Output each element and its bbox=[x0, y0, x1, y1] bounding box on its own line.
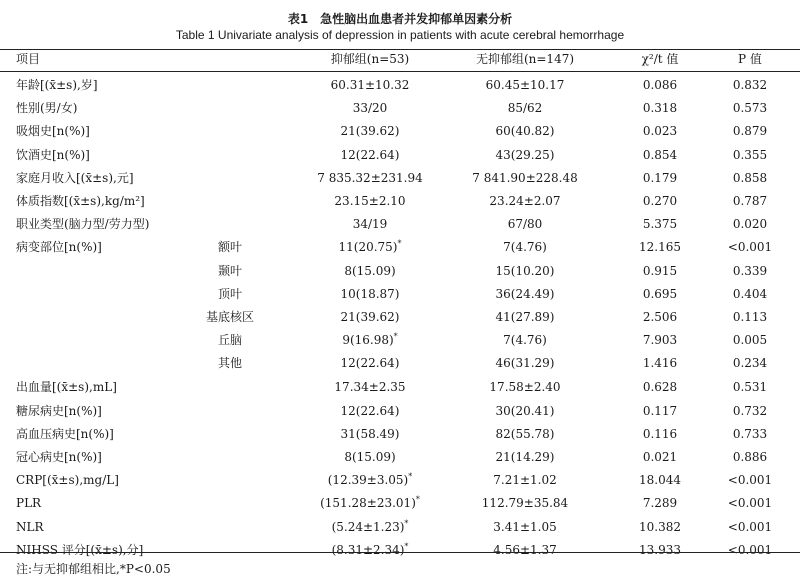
cell-statistic bbox=[610, 333, 710, 348]
table-row bbox=[0, 260, 800, 283]
cell-statistic bbox=[610, 496, 710, 511]
cell-depression-group bbox=[290, 450, 450, 465]
cell-depression-group bbox=[290, 171, 450, 186]
table-row bbox=[0, 144, 800, 167]
cell-depression-group bbox=[290, 333, 450, 348]
bottom-rule bbox=[0, 552, 800, 553]
cell-depression-group-text: 17.34±2.35 bbox=[334, 380, 406, 395]
cell-no-depression-group bbox=[440, 264, 610, 279]
cell-p-value bbox=[705, 520, 795, 535]
cell-subitem-text: 额叶 bbox=[217, 240, 242, 255]
cell-no-depression-group bbox=[440, 101, 610, 116]
cell-statistic bbox=[610, 310, 710, 325]
cell-item bbox=[16, 380, 117, 395]
cell-item-text: NIHSS 评分[(x̄±s),分] bbox=[16, 542, 144, 557]
cell-p-value-text: 0.732 bbox=[732, 403, 768, 418]
cell-statistic bbox=[610, 78, 710, 93]
cell-item bbox=[16, 217, 149, 232]
cell-no-depression-group-text: 41(27.89) bbox=[495, 310, 555, 324]
cell-depression-group-text: 34/19 bbox=[352, 217, 388, 232]
cell-p-value-text: 0.787 bbox=[732, 194, 768, 208]
cell-subitem-text: 顶叶 bbox=[217, 286, 242, 301]
cell-depression-group-text: 60.31±10.32 bbox=[330, 78, 410, 92]
table-row bbox=[0, 446, 800, 469]
header-item: 项目 bbox=[16, 52, 41, 66]
cell-depression-group bbox=[290, 404, 450, 419]
cell-depression-group bbox=[290, 356, 450, 371]
cell-item bbox=[16, 543, 143, 558]
table-header-row bbox=[0, 49, 800, 72]
cell-no-depression-group bbox=[440, 78, 610, 93]
cell-statistic bbox=[610, 171, 710, 186]
cell-statistic-text: 0.023 bbox=[642, 124, 678, 139]
cell-no-depression-group bbox=[440, 194, 610, 209]
cell-item bbox=[16, 101, 77, 116]
cell-p-value bbox=[705, 427, 795, 442]
table-row bbox=[0, 283, 800, 306]
table-row bbox=[0, 400, 800, 423]
cell-statistic-text: 10.382 bbox=[639, 519, 681, 534]
table-row bbox=[0, 376, 800, 399]
cell-item-text: 性别(男/女) bbox=[16, 101, 78, 116]
cell-no-depression-group-text: 23.24±2.07 bbox=[489, 194, 561, 208]
cell-no-depression-group bbox=[440, 148, 610, 163]
cell-depression-group-text: 23.15±2.10 bbox=[334, 194, 406, 208]
cell-no-depression-group-text: 7.21±1.02 bbox=[493, 473, 557, 488]
cell-p-value bbox=[705, 148, 795, 163]
cell-p-value-text: 0.113 bbox=[732, 310, 768, 324]
cell-no-depression-group bbox=[440, 310, 610, 325]
cell-subitem bbox=[200, 287, 260, 302]
cell-subitem-text: 基底核区 bbox=[205, 310, 254, 324]
cell-item-text: 年龄[(x̄±s),岁] bbox=[16, 78, 98, 92]
cell-depression-group-text: 8(15.09) bbox=[344, 450, 396, 464]
cell-statistic-text: 5.375 bbox=[642, 217, 678, 232]
cell-p-value-text: 0.733 bbox=[732, 426, 768, 441]
cell-p-value-text: 0.404 bbox=[732, 286, 768, 301]
cell-no-depression-group-text: 36(24.49) bbox=[495, 286, 555, 301]
significance-mark: * bbox=[415, 495, 420, 505]
cell-item-text: 病变部位[n(%)] bbox=[16, 240, 102, 255]
cell-p-value bbox=[705, 310, 795, 325]
cell-p-value-text: <0.001 bbox=[727, 240, 773, 255]
significance-mark: * bbox=[404, 518, 409, 528]
cell-statistic-text: 0.915 bbox=[642, 263, 678, 278]
header-no-depression-group: 无抑郁组(n=147) bbox=[475, 52, 575, 66]
cell-no-depression-group-text: 17.58±2.40 bbox=[489, 380, 561, 395]
cell-depression-group bbox=[290, 543, 450, 558]
cell-item bbox=[16, 124, 90, 139]
cell-statistic bbox=[610, 473, 710, 488]
cell-depression-group-text: (5.24±1.23) bbox=[331, 519, 405, 534]
header-rule bbox=[0, 71, 800, 72]
cell-depression-group-text: 33/20 bbox=[352, 101, 388, 116]
cell-p-value bbox=[705, 287, 795, 302]
cell-item bbox=[16, 473, 119, 488]
cell-p-value-text: 0.858 bbox=[732, 170, 768, 185]
table-row bbox=[0, 236, 800, 259]
cell-statistic bbox=[610, 356, 710, 371]
cell-p-value bbox=[705, 380, 795, 395]
cell-p-value-text: 0.531 bbox=[732, 380, 768, 395]
cell-no-depression-group-text: 112.79±35.84 bbox=[481, 496, 569, 511]
cell-no-depression-group bbox=[440, 496, 610, 511]
cell-statistic-text: 0.854 bbox=[642, 147, 678, 162]
cell-item bbox=[16, 496, 41, 511]
table-row bbox=[0, 516, 800, 539]
cell-no-depression-group-text: 7(4.76) bbox=[503, 240, 547, 255]
cell-depression-group-text: 11(20.75) bbox=[338, 240, 398, 255]
cell-statistic-text: 2.506 bbox=[642, 310, 678, 324]
cell-subitem bbox=[200, 333, 260, 348]
cell-depression-group-text: 9(16.98) bbox=[342, 333, 394, 348]
cell-statistic bbox=[610, 520, 710, 535]
cell-depression-group bbox=[290, 427, 450, 442]
cell-depression-group bbox=[290, 520, 450, 535]
cell-no-depression-group-text: 85/62 bbox=[507, 101, 543, 116]
cell-p-value-text: <0.001 bbox=[727, 542, 773, 557]
cell-no-depression-group-text: 67/80 bbox=[507, 217, 543, 232]
cell-p-value-text: <0.001 bbox=[727, 473, 773, 488]
cell-statistic-text: 0.695 bbox=[642, 286, 678, 301]
cell-no-depression-group bbox=[440, 124, 610, 139]
table-row bbox=[0, 329, 800, 352]
cell-depression-group bbox=[290, 496, 450, 511]
cell-p-value-text: 0.020 bbox=[732, 217, 768, 232]
cell-p-value bbox=[705, 78, 795, 93]
cell-statistic-text: 0.116 bbox=[642, 426, 678, 441]
table-row bbox=[0, 74, 800, 97]
cell-depression-group-text: 12(22.64) bbox=[340, 147, 400, 162]
cell-item bbox=[16, 240, 102, 255]
cell-no-depression-group bbox=[440, 240, 610, 255]
cell-no-depression-group-text: 4.56±1.37 bbox=[493, 542, 557, 557]
table-title-en: Table 1 Univariate analysis of depression in patients with acute cerebral hemorrhage bbox=[175, 28, 625, 42]
cell-no-depression-group-text: 3.41±1.05 bbox=[493, 519, 557, 534]
table-row bbox=[0, 213, 800, 236]
cell-no-depression-group bbox=[440, 171, 610, 186]
cell-no-depression-group bbox=[440, 287, 610, 302]
cell-item bbox=[16, 520, 44, 535]
cell-item-text: CRP[(x̄±s),mg/L] bbox=[16, 473, 119, 488]
cell-depression-group-text: 21(39.62) bbox=[340, 124, 400, 139]
cell-no-depression-group-text: 82(55.78) bbox=[495, 426, 555, 441]
cell-depression-group bbox=[290, 380, 450, 395]
cell-statistic bbox=[610, 450, 710, 465]
significance-mark: * bbox=[408, 472, 413, 482]
cell-no-depression-group-text: 7(4.76) bbox=[503, 333, 547, 348]
cell-item bbox=[16, 450, 102, 465]
cell-statistic bbox=[610, 217, 710, 232]
cell-subitem bbox=[200, 240, 260, 255]
cell-depression-group bbox=[290, 124, 450, 139]
cell-depression-group-text: 21(39.62) bbox=[340, 310, 400, 324]
cell-depression-group bbox=[290, 310, 450, 325]
cell-no-depression-group bbox=[440, 333, 610, 348]
cell-no-depression-group bbox=[440, 217, 610, 232]
table-row bbox=[0, 306, 800, 329]
table-footnote: 注:与无抑郁组相比,*P<0.05 bbox=[16, 562, 171, 576]
cell-p-value bbox=[705, 171, 795, 186]
cell-statistic bbox=[610, 124, 710, 139]
cell-item bbox=[16, 78, 98, 93]
cell-item bbox=[16, 194, 145, 209]
cell-depression-group bbox=[290, 264, 450, 279]
table-row bbox=[0, 539, 800, 562]
cell-item-text: 冠心病史[n(%)] bbox=[16, 450, 102, 464]
cell-statistic bbox=[610, 543, 710, 558]
cell-statistic-text: 1.416 bbox=[642, 356, 678, 371]
cell-no-depression-group bbox=[440, 427, 610, 442]
cell-no-depression-group bbox=[440, 450, 610, 465]
cell-p-value bbox=[705, 101, 795, 116]
cell-depression-group-text: 12(22.64) bbox=[340, 356, 400, 371]
significance-mark: * bbox=[404, 541, 409, 551]
cell-statistic-text: 18.044 bbox=[639, 473, 681, 488]
cell-item-text: 家庭月收入[(x̄±s),元] bbox=[16, 170, 134, 185]
cell-item-text: PLR bbox=[16, 496, 42, 511]
cell-depression-group bbox=[290, 194, 450, 209]
cell-statistic-text: 0.086 bbox=[642, 78, 678, 92]
cell-p-value-text: 0.355 bbox=[732, 147, 768, 162]
table-row bbox=[0, 97, 800, 120]
significance-mark: * bbox=[393, 332, 398, 342]
cell-item bbox=[16, 171, 134, 186]
cell-item-text: 职业类型(脑力型/劳力型) bbox=[16, 217, 150, 232]
cell-p-value bbox=[705, 240, 795, 255]
cell-item-text: 吸烟史[n(%)] bbox=[16, 124, 90, 139]
table-row bbox=[0, 120, 800, 143]
cell-p-value bbox=[705, 264, 795, 279]
cell-no-depression-group bbox=[440, 543, 610, 558]
cell-statistic bbox=[610, 287, 710, 302]
table-row bbox=[0, 492, 800, 515]
cell-no-depression-group-text: 43(29.25) bbox=[495, 147, 555, 162]
cell-item-text: 出血量[(x̄±s),mL] bbox=[16, 380, 117, 395]
cell-statistic bbox=[610, 148, 710, 163]
cell-p-value-text: 0.005 bbox=[732, 333, 768, 348]
cell-depression-group bbox=[290, 473, 450, 488]
cell-no-depression-group bbox=[440, 380, 610, 395]
cell-item bbox=[16, 427, 114, 442]
cell-depression-group bbox=[290, 148, 450, 163]
cell-statistic-text: 13.933 bbox=[639, 542, 681, 557]
cell-no-depression-group bbox=[440, 520, 610, 535]
cell-no-depression-group-text: 21(14.29) bbox=[495, 450, 555, 464]
cell-p-value bbox=[705, 473, 795, 488]
cell-depression-group bbox=[290, 101, 450, 116]
cell-no-depression-group-text: 30(20.41) bbox=[495, 403, 555, 418]
cell-depression-group-text: 8(15.09) bbox=[344, 263, 396, 278]
cell-p-value-text: <0.001 bbox=[727, 519, 773, 534]
cell-item bbox=[16, 148, 90, 163]
cell-p-value bbox=[705, 124, 795, 139]
cell-no-depression-group-text: 46(31.29) bbox=[495, 356, 555, 371]
cell-statistic bbox=[610, 264, 710, 279]
cell-depression-group-text: 12(22.64) bbox=[340, 403, 400, 418]
cell-item-text: 体质指数[(x̄±s),kg/m²] bbox=[16, 194, 145, 208]
cell-no-depression-group-text: 15(10.20) bbox=[495, 263, 555, 278]
cell-subitem-text: 颞叶 bbox=[217, 263, 242, 278]
cell-p-value-text: 0.573 bbox=[732, 101, 768, 116]
cell-no-depression-group bbox=[440, 404, 610, 419]
cell-depression-group bbox=[290, 287, 450, 302]
cell-subitem bbox=[200, 264, 260, 279]
table-row bbox=[0, 469, 800, 492]
cell-depression-group bbox=[290, 78, 450, 93]
cell-depression-group bbox=[290, 240, 450, 255]
cell-depression-group-text: 10(18.87) bbox=[340, 286, 400, 301]
cell-statistic-text: 7.903 bbox=[642, 333, 678, 348]
cell-p-value-text: 0.234 bbox=[732, 356, 768, 371]
cell-p-value-text: <0.001 bbox=[727, 496, 773, 511]
cell-subitem-text: 丘脑 bbox=[217, 333, 242, 348]
cell-depression-group-text: (12.39±3.05) bbox=[327, 473, 409, 488]
significance-mark: * bbox=[397, 239, 402, 249]
cell-statistic bbox=[610, 194, 710, 209]
cell-statistic bbox=[610, 101, 710, 116]
cell-statistic-text: 0.270 bbox=[642, 194, 678, 208]
cell-p-value bbox=[705, 404, 795, 419]
cell-statistic-text: 0.628 bbox=[642, 380, 678, 395]
cell-p-value bbox=[705, 217, 795, 232]
cell-item bbox=[16, 404, 102, 419]
header-statistic: χ²/t 值 bbox=[641, 52, 679, 66]
cell-p-value bbox=[705, 543, 795, 558]
cell-statistic-text: 0.021 bbox=[642, 450, 678, 464]
cell-subitem bbox=[200, 356, 260, 371]
cell-statistic-text: 12.165 bbox=[639, 240, 681, 255]
cell-statistic bbox=[610, 380, 710, 395]
cell-item-text: 高血压病史[n(%)] bbox=[16, 426, 114, 441]
cell-p-value bbox=[705, 496, 795, 511]
table-row bbox=[0, 190, 800, 213]
cell-p-value-text: 0.886 bbox=[732, 450, 768, 464]
cell-p-value bbox=[705, 333, 795, 348]
cell-no-depression-group-text: 60(40.82) bbox=[495, 124, 555, 139]
table-row bbox=[0, 423, 800, 446]
cell-item-text: 糖尿病史[n(%)] bbox=[16, 403, 102, 418]
table-row bbox=[0, 167, 800, 190]
cell-no-depression-group bbox=[440, 356, 610, 371]
header-p-value: P 值 bbox=[738, 52, 762, 66]
cell-depression-group-text: 7 835.32±231.94 bbox=[317, 170, 423, 185]
cell-statistic-text: 0.117 bbox=[642, 403, 678, 418]
cell-depression-group-text: (8.31±2.34) bbox=[331, 542, 405, 557]
cell-depression-group-text: (151.28±23.01) bbox=[320, 496, 416, 511]
header-depression-group: 抑郁组(n=53) bbox=[330, 52, 410, 66]
cell-p-value bbox=[705, 356, 795, 371]
cell-statistic bbox=[610, 240, 710, 255]
table-row bbox=[0, 352, 800, 375]
table-title-cn: 表1 急性脑出血患者并发抑郁单因素分析 bbox=[287, 12, 513, 26]
cell-p-value-text: 0.879 bbox=[732, 124, 768, 139]
cell-item-text: 饮酒史[n(%)] bbox=[16, 147, 90, 162]
cell-no-depression-group bbox=[440, 473, 610, 488]
cell-depression-group bbox=[290, 217, 450, 232]
cell-p-value bbox=[705, 450, 795, 465]
cell-depression-group-text: 31(58.49) bbox=[340, 426, 400, 441]
cell-item-text: NLR bbox=[16, 519, 44, 534]
cell-statistic-text: 7.289 bbox=[642, 496, 678, 511]
cell-p-value-text: 0.339 bbox=[732, 263, 768, 278]
cell-no-depression-group-text: 60.45±10.17 bbox=[485, 78, 565, 92]
cell-statistic bbox=[610, 427, 710, 442]
cell-p-value bbox=[705, 194, 795, 209]
cell-statistic-text: 0.179 bbox=[642, 170, 678, 185]
cell-statistic-text: 0.318 bbox=[642, 101, 678, 116]
cell-p-value-text: 0.832 bbox=[732, 78, 768, 92]
cell-subitem-text: 其他 bbox=[217, 356, 242, 371]
cell-statistic bbox=[610, 404, 710, 419]
cell-subitem bbox=[200, 310, 260, 325]
cell-no-depression-group-text: 7 841.90±228.48 bbox=[472, 170, 578, 185]
